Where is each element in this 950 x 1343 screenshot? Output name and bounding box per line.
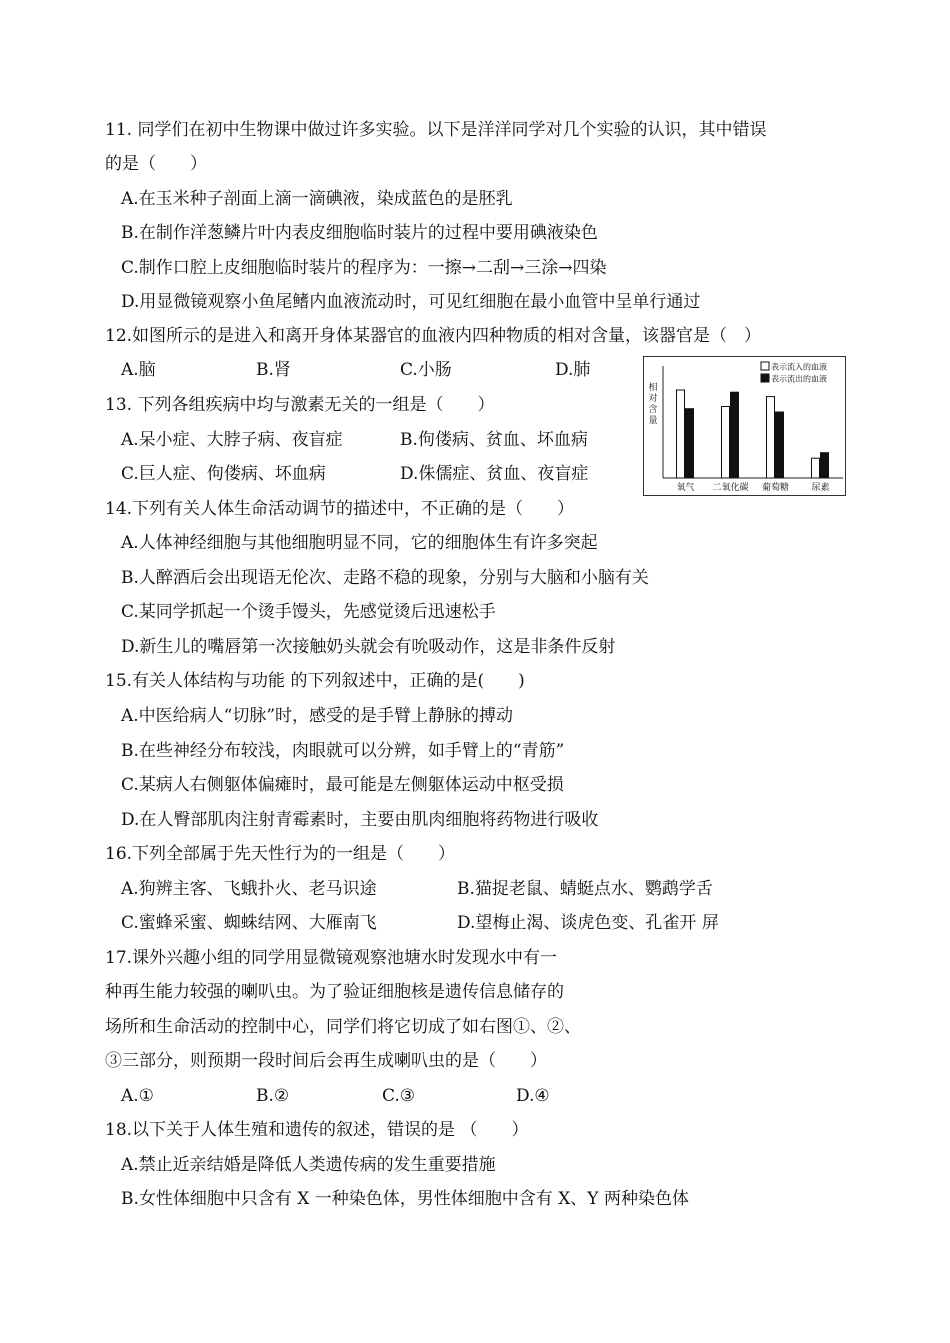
- chart-bar: [731, 392, 739, 478]
- q15-option-c: C.某病人右侧躯体偏瘫时，最可能是左侧躯体运动中枢受损: [121, 775, 564, 795]
- q17-option-c: C.③: [382, 1086, 416, 1106]
- q14-option-c: C.某同学抓起一个烫手馒头，先感觉烫后迅速松手: [121, 602, 496, 622]
- chart-y-label-char: 量: [648, 416, 658, 426]
- q16-option-c: C.蜜蜂采蜜、蜘蛛结网、大雁南飞: [121, 913, 377, 933]
- chart-y-axis-label: [648, 381, 657, 426]
- q15-option-b: B.在些神经分布较浅，肉眼就可以分辨，如手臂上的“青筋”: [121, 741, 565, 761]
- q17-stem-line4: ③三部分，则预期一段时间后会再生成喇叭虫的是（ ）: [105, 1051, 547, 1071]
- q14-option-d: D.新生儿的嘴唇第一次接触奶头就会有吮吸动作，这是非条件反射: [121, 637, 616, 657]
- chart-bar: [812, 458, 820, 478]
- q12-option-b: B.肾: [256, 360, 291, 380]
- q12-stem: 12.如图所示的是进入和离开身体某器官的血液内四种物质的相对含量，该器官是（ ）: [105, 326, 762, 346]
- chart-bar: [821, 453, 829, 478]
- chart-bar: [767, 397, 775, 478]
- q16-option-b: B.猫捉老鼠、蜻蜓点水、鹦鹉学舌: [457, 879, 713, 899]
- q17-option-a: A.①: [121, 1086, 154, 1106]
- q16-option-d: D.望梅止渴、谈虎色变、孔雀开 屏: [457, 913, 719, 933]
- q13-option-b: B.佝偻病、贫血、坏血病: [400, 430, 588, 450]
- q14-stem: 14.下列有关人体生命活动调节的描述中，不正确的是（ ）: [105, 499, 575, 519]
- q14-option-a: A.人体神经细胞与其他细胞明显不同，它的细胞体生有许多突起: [121, 533, 598, 553]
- q11-stem-line1: 11. 同学们在初中生物课中做过许多实验。以下是洋洋同学对几个实验的认识，其中错误: [105, 120, 767, 140]
- q18-stem: 18.以下关于人体生殖和遗传的叙述，错误的是 （ ）: [105, 1120, 529, 1140]
- q15-option-d: D.在人臀部肌肉注射青霉素时，主要由肌肉细胞将药物进行吸收: [121, 810, 599, 830]
- q17-stem-line2: 种再生能力较强的喇叭虫。为了验证细胞核是遗传信息储存的: [105, 982, 564, 1002]
- q17-option-b: B.②: [256, 1086, 290, 1106]
- q13-option-a: A.呆小症、大脖子病、夜盲症: [121, 430, 343, 450]
- q11-option-a: A.在玉米种子剖面上滴一滴碘液，染成蓝色的是胚乳: [121, 189, 513, 209]
- q11-option-d: D.用显微镜观察小鱼尾鳍内血液流动时，可见红细胞在最小血管中呈单行通过: [121, 292, 701, 312]
- chart-legend-label: 表示流入的血液: [771, 362, 827, 372]
- chart-x-tick-label: 葡萄糖: [761, 483, 790, 493]
- q16-stem: 16.下列全部属于先天性行为的一组是（ ）: [105, 844, 456, 864]
- chart-x-tick-label: 氧气: [676, 483, 695, 493]
- q14-option-b: B.人醉酒后会出现语无伦次、走路不稳的现象，分别与大脑和小脑有关: [121, 568, 649, 588]
- q11-option-b: B.在制作洋葱鳞片叶内表皮细胞临时装片的过程中要用碘液染色: [121, 223, 598, 243]
- chart-y-label-char: 相: [648, 383, 658, 393]
- q18-option-b: B.女性体细胞中只含有 X 一种染色体，男性体细胞中含有 X、Y 两种染色体: [121, 1189, 689, 1209]
- q17-stem-line3: 场所和生命活动的控制中心，同学们将它切成了如右图①、②、: [105, 1017, 581, 1037]
- q15-stem: 15.有关人体结构与功能 的下列叙述中，正确的是( ): [105, 671, 525, 691]
- q18-option-a: A.禁止近亲结婚是降低人类遗传病的发生重要措施: [121, 1155, 496, 1175]
- chart-legend-swatch: [761, 374, 769, 382]
- q12-option-c: C.小肠: [400, 360, 452, 380]
- chart-bar: [722, 407, 730, 479]
- q13-option-c: C.巨人症、佝偻病、坏血病: [121, 464, 326, 484]
- q11-option-c: C.制作口腔上皮细胞临时装片的程序为：一擦→二刮→三涂→四染: [121, 258, 607, 278]
- chart-x-tick-label: 尿素: [811, 483, 830, 493]
- q17-stem-line1: 17.课外兴趣小组的同学用显微镜观察池塘水时发现水中有一: [105, 948, 558, 968]
- q12-option-a: A.脑: [121, 360, 156, 380]
- chart-y-label-char: 含: [648, 405, 658, 415]
- chart-bar: [677, 390, 685, 478]
- q12-option-d: D.肺: [555, 360, 591, 380]
- q12-blood-substance-chart: [643, 356, 846, 496]
- q17-option-d: D.④: [516, 1086, 550, 1106]
- chart-bar: [776, 412, 784, 478]
- q13-option-d: D.侏儒症、贫血、夜盲症: [400, 464, 589, 484]
- q13-stem: 13. 下列各组疾病中均与激素无关的一组是（ ）: [105, 395, 495, 415]
- chart-bar: [686, 409, 694, 478]
- chart-legend-label: 表示流出的血液: [771, 374, 827, 384]
- chart-legend-swatch: [761, 362, 769, 370]
- q11-stem-line2: 的是（ ）: [105, 154, 207, 174]
- chart-x-tick-label: 二氧化碳: [712, 483, 749, 493]
- chart-y-label-char: 对: [648, 394, 658, 404]
- q16-option-a: A.狗辨主客、飞蛾扑火、老马识途: [121, 879, 377, 899]
- q15-option-a: A.中医给病人“切脉”时，感受的是手臂上静脉的搏动: [121, 706, 514, 726]
